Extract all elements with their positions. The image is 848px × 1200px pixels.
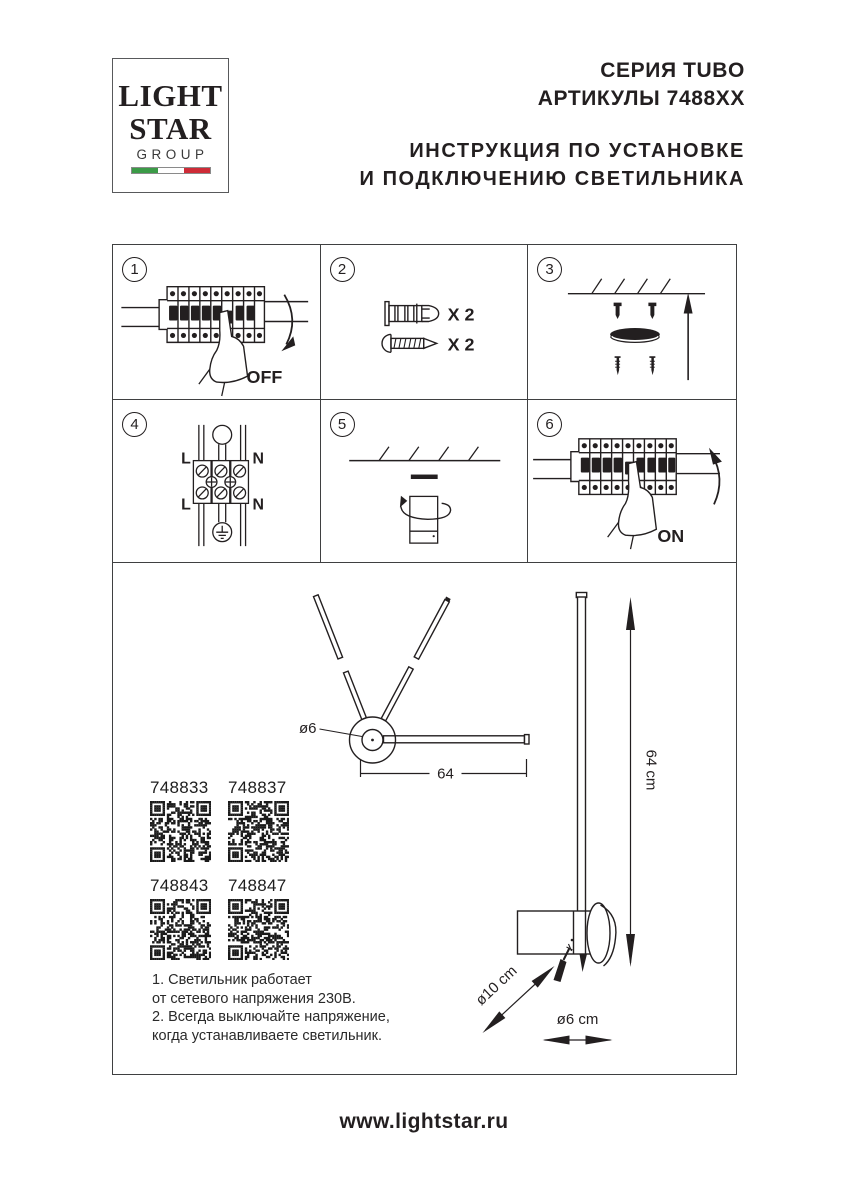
screw-qty-label: X 2	[447, 334, 474, 355]
height-dimension	[626, 597, 635, 967]
hub-diameter-label: ø6	[298, 720, 317, 737]
step-5-number: 5	[330, 412, 355, 437]
wall-box	[518, 911, 594, 954]
header-titles	[359, 57, 745, 193]
canopy-ellipse	[587, 903, 610, 963]
qr-code	[150, 801, 211, 862]
tube-height-label: 64 cm	[642, 749, 660, 791]
step-2-number: 2	[330, 257, 355, 282]
canopy-disc-icon	[610, 328, 660, 342]
step-5-panel	[321, 400, 529, 563]
note-line: 2. Всегда выключайте напряжение,	[152, 1009, 390, 1025]
arm-length-label: 64	[437, 765, 454, 783]
article-code: 748833	[150, 778, 209, 797]
terminal-l-top: L	[181, 450, 191, 468]
logo-word-group: GROUP	[136, 147, 209, 162]
base-width-dimension	[543, 1036, 613, 1045]
arrow-up-icon	[684, 293, 693, 380]
article-code: 748843	[150, 876, 209, 895]
pointing-hand-icon	[618, 462, 656, 536]
step-1-panel	[113, 245, 321, 400]
wall-anchor-icon	[385, 302, 439, 326]
pointing-hand-icon	[210, 311, 248, 383]
step-6-number: 6	[537, 412, 562, 437]
flag-red	[184, 168, 210, 173]
safety-notes	[152, 971, 432, 1045]
tube-position-left-upper	[314, 595, 343, 659]
tube-arm-horizontal	[384, 736, 525, 743]
note-line: от сетевого напряжения 230В.	[152, 990, 356, 1007]
on-label: ON	[657, 526, 685, 547]
base-width-label: ø6 cm	[556, 1011, 599, 1028]
qr-code	[228, 899, 289, 960]
series-title: СЕРИЯ TUBO	[600, 59, 745, 82]
website-url: www.lightstar.ru	[339, 1110, 509, 1133]
note-line: когда устанавливаете светильник.	[152, 1027, 383, 1044]
article-code: 748837	[228, 778, 287, 797]
note-line: 1. Светильник работает	[152, 972, 312, 988]
arrow-up-icon	[709, 448, 722, 505]
instruction-title-line2: И ПОДКЛЮЧЕНИЮ СВЕТИЛЬНИКА	[359, 167, 745, 190]
tube-position-right-upper	[414, 600, 449, 660]
instruction-frame	[112, 244, 737, 1075]
screws-icon	[615, 356, 656, 375]
logo-word-light: LIGHT	[118, 78, 223, 113]
terminal-n-bottom: N	[252, 496, 265, 514]
qr-item	[150, 778, 212, 862]
qr-item	[228, 876, 290, 960]
articles-title: АРТИКУЛЫ 7488ХХ	[537, 87, 745, 110]
flag-white	[158, 168, 184, 173]
qr-item	[150, 876, 212, 960]
off-label: OFF	[246, 367, 283, 388]
step-4-panel	[113, 400, 321, 563]
terminal-l-bottom: L	[181, 496, 191, 514]
tube-position-right-lower	[381, 667, 413, 721]
steps-grid	[113, 245, 736, 563]
anchor-pins-icon	[614, 303, 657, 319]
canopy-diameter-label: ø10 cm	[472, 962, 521, 1009]
mount-plate-icon	[410, 475, 437, 479]
qr-code	[228, 801, 289, 862]
article-code: 748847	[228, 876, 287, 895]
tube-vertical	[578, 597, 586, 912]
step-6-panel	[528, 400, 736, 563]
anchor-qty-label: X 2	[447, 304, 474, 325]
step-2-panel	[321, 245, 529, 400]
flag-green	[132, 168, 158, 173]
instruction-title-line1: ИНСТРУКЦИЯ ПО УСТАНОВКЕ	[409, 140, 745, 162]
italian-flag-icon	[131, 167, 211, 174]
step-3-number: 3	[537, 257, 562, 282]
terminal-n-top: N	[252, 450, 265, 468]
tube-position-left-lower	[344, 671, 367, 719]
step-4-number: 4	[122, 412, 147, 437]
screw-icon	[382, 334, 437, 352]
lightstar-logo	[112, 58, 229, 193]
step-1-number: 1	[122, 257, 147, 282]
dimensions-panel	[113, 563, 736, 1071]
arrow-down-icon	[281, 295, 295, 352]
logo-word-star: STAR	[129, 111, 212, 146]
qr-code	[150, 899, 211, 960]
qr-item	[228, 778, 290, 862]
step-3-panel	[528, 245, 736, 400]
